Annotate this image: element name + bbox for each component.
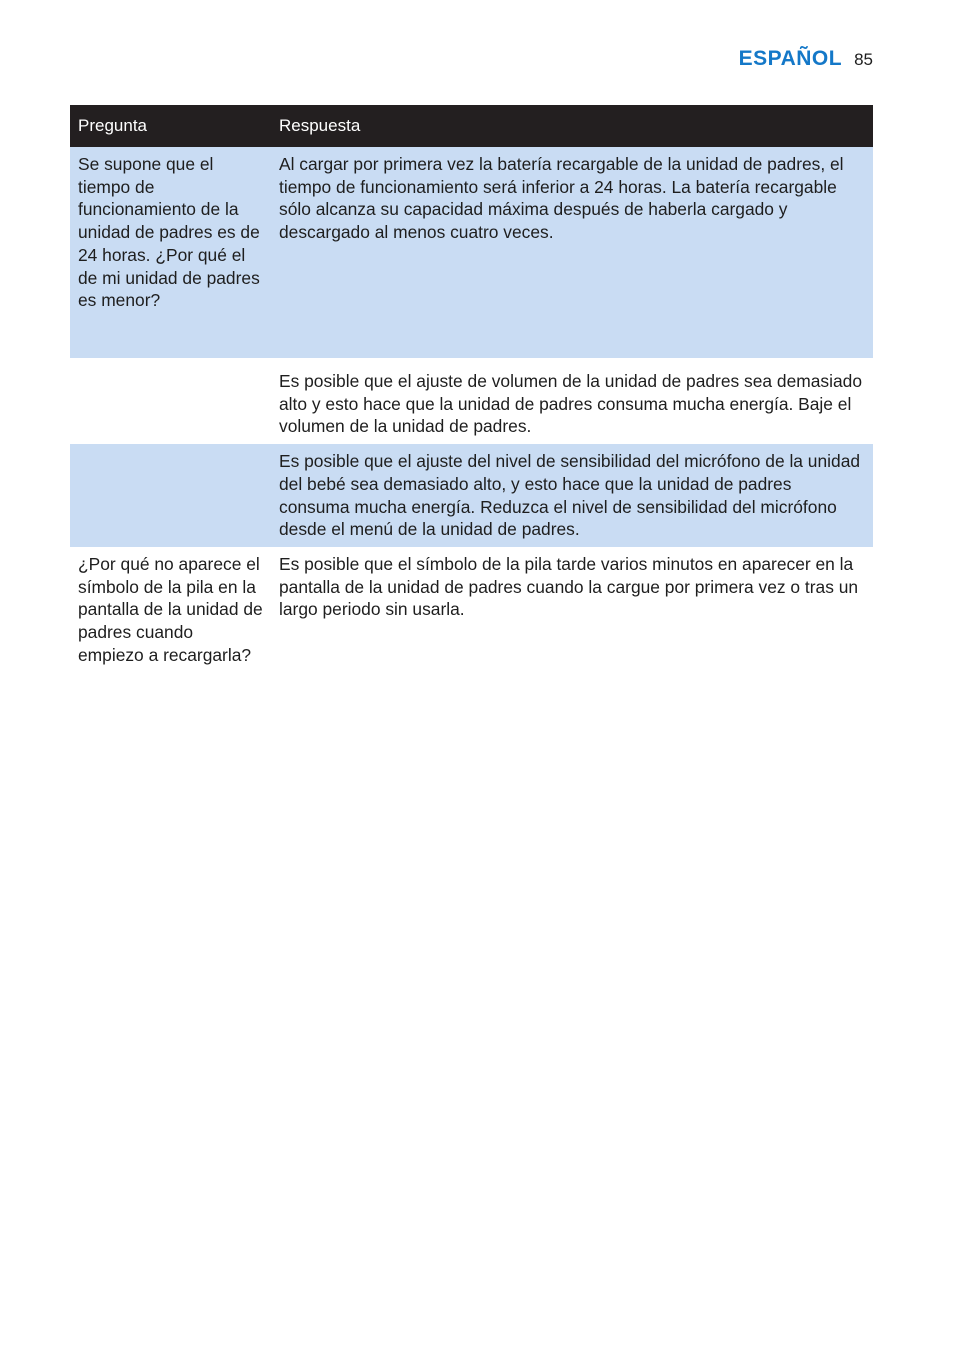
answer-cell: Es posible que el ajuste de volumen de la unidad de padres sea demasiado alto y esto hace que la unidad de padres consuma mucha energía. Baje el volumen de la unidad de padres. bbox=[279, 371, 862, 437]
question-cell: Se supone que el tiempo de funcionamiento de la unidad de padres es de 24 horas. ¿Por qué el de mi unidad de padres es menor? bbox=[70, 147, 271, 358]
question-cell: ¿Por qué no aparece el símbolo de la pila en la pantalla de la unidad de padres cuando empiezo a recargarla? bbox=[78, 553, 263, 665]
table-row bbox=[70, 444, 873, 547]
answer-cell: Al cargar por primera vez la batería recargable de la unidad de padres, el tiempo de funcionamiento será inferior a 24 horas. La batería recargable sólo alcanza su capacidad máxima después de haberla cargado y descargado al menos cuatro veces. bbox=[271, 147, 873, 358]
table-row bbox=[70, 358, 873, 444]
column-header-answer: Respuesta bbox=[271, 105, 873, 147]
question-cell bbox=[70, 444, 271, 547]
answer-cell: Es posible que el símbolo de la pila tarde varios minutos en aparecer en la pantalla de la unidad de padres cuando la cargue por primera vez o tras un largo periodo sin usarla. bbox=[279, 553, 859, 620]
table-header-row bbox=[70, 105, 873, 147]
section-title: ESPAÑOL bbox=[738, 47, 843, 70]
faq-table bbox=[70, 105, 873, 672]
column-header-question: Pregunta bbox=[70, 105, 271, 147]
answer-cell: Es posible que el ajuste del nivel de sensibilidad del micrófono de la unidad del bebé sea demasiado alto, y esto hace que la unidad de padres consuma mucha energía. Reduzca el nivel de sensibilidad del micrófono desde el menú de la unidad de padres. bbox=[271, 444, 873, 547]
question-cell bbox=[70, 358, 271, 444]
page-number: 85 bbox=[854, 50, 873, 69]
page-header bbox=[739, 47, 873, 71]
table-row bbox=[70, 547, 873, 673]
table-row bbox=[70, 147, 873, 358]
